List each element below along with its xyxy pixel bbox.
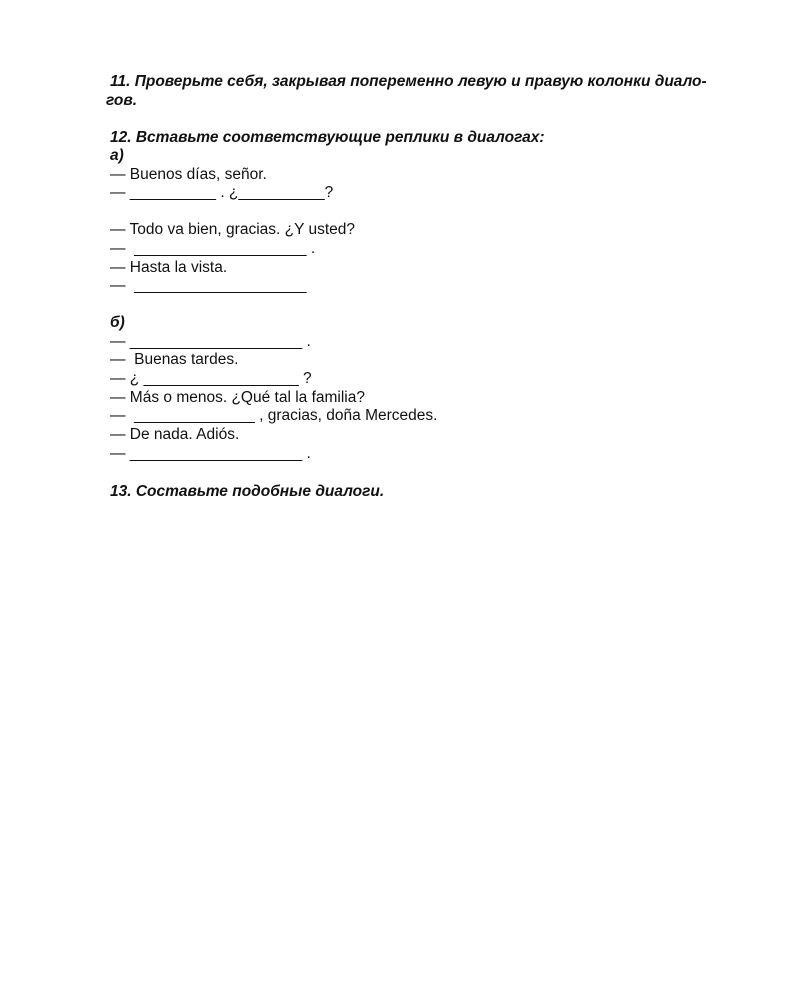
task-11: [108, 72, 720, 110]
dialog-b-line-6: — De nada. Adiós.: [110, 426, 240, 444]
task-13-title: 13. Составьте подобные диалоги.: [110, 482, 385, 500]
task-11-text: 11. Проверьте себя, закрывая попеременно левую и правую колонки диало-: [110, 73, 707, 90]
dialog-b-line-7: — ____________________ .: [110, 444, 311, 462]
task-12-title: 12. Вставьте соответствующие реплики в диалогах:: [110, 129, 545, 146]
section-a-label: а): [110, 147, 124, 164]
dialog-b-line-4: — Más o menos. ¿Qué tal la familia?: [110, 388, 365, 406]
dialog-b-line-5: — ______________ , gracias, doña Mercedes.: [110, 407, 438, 425]
dialog-b-line-2: — Buenas tardes.: [110, 351, 239, 369]
task-11-continuation: гов.: [106, 92, 138, 109]
dialog-a-line-1: — Buenos días, señor.: [110, 165, 267, 183]
dialog-a-line-2: — __________ . ¿__________?: [110, 184, 334, 202]
dialog-a-line-7: — ____________________: [110, 277, 307, 295]
dialog-b-line-1: — ____________________ .: [110, 332, 311, 350]
dialog-a-line-5: — ____________________ .: [110, 239, 316, 257]
dialog-a-line-6: — Hasta la vista.: [110, 258, 228, 276]
document-page: [106, 72, 720, 501]
dialog-a-line-4: — Todo va bien, gracias. ¿Y usted?: [110, 221, 355, 239]
dialog-b-line-3: — ¿ __________________ ?: [110, 370, 312, 388]
section-b-label: б): [110, 313, 125, 331]
